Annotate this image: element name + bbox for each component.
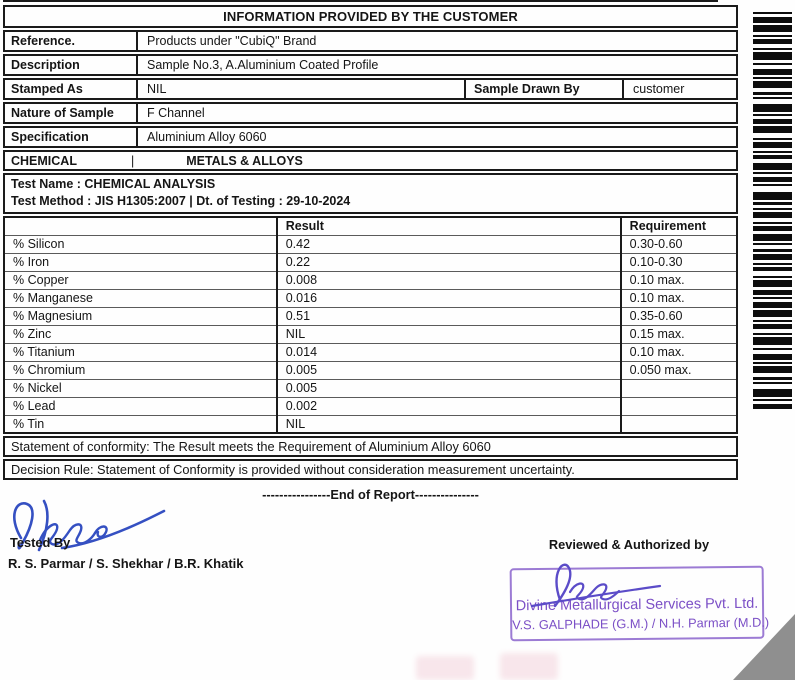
barcode-bar bbox=[753, 155, 792, 159]
requirement-value: 0.35-0.60 bbox=[621, 307, 737, 325]
result-value: 0.42 bbox=[277, 235, 621, 253]
tested-by-label: Tested By bbox=[10, 535, 71, 550]
element-name: % Iron bbox=[4, 253, 277, 271]
requirement-value: 0.10 max. bbox=[621, 343, 737, 361]
description-label: Description bbox=[5, 56, 138, 74]
barcode-bar bbox=[753, 362, 792, 364]
result-row bbox=[4, 271, 737, 289]
result-value: 0.016 bbox=[277, 289, 621, 307]
barcode-bar bbox=[753, 222, 792, 224]
barcode-bar bbox=[753, 320, 792, 322]
barcode-bar bbox=[753, 77, 792, 79]
barcode-bar bbox=[753, 243, 792, 245]
stamp-company-name: Divine Metallurgical Services Pvt. Ltd. bbox=[515, 595, 759, 615]
requirement-value: 0.10-0.30 bbox=[621, 253, 737, 271]
result-row bbox=[4, 289, 737, 307]
barcode-bar bbox=[753, 126, 792, 133]
barcode-bar bbox=[753, 263, 792, 265]
info-table-title: INFORMATION PROVIDED BY THE CUSTOMER bbox=[3, 5, 738, 28]
barcode-bar bbox=[753, 404, 792, 409]
barcode-bar bbox=[753, 12, 792, 14]
section-category: CHEMICAL bbox=[11, 153, 77, 168]
barcode-bar bbox=[753, 69, 792, 75]
barcode-bar bbox=[753, 48, 792, 50]
barcode-bar bbox=[753, 382, 792, 384]
result-value: 0.008 bbox=[277, 271, 621, 289]
barcode-bar bbox=[753, 354, 792, 360]
sample-drawn-by-value: customer bbox=[633, 82, 685, 96]
section-group: METALS & ALLOYS bbox=[186, 153, 303, 168]
result-row bbox=[4, 361, 737, 379]
element-name: % Nickel bbox=[4, 379, 277, 397]
element-name: % Zinc bbox=[4, 325, 277, 343]
barcode-bar bbox=[753, 172, 792, 174]
nature-of-sample-value: F Channel bbox=[147, 106, 205, 120]
barcode-bar bbox=[753, 202, 792, 205]
barcode bbox=[753, 12, 792, 414]
barcode-bar bbox=[753, 297, 792, 299]
barcode-bar bbox=[753, 302, 792, 308]
barcode-bar bbox=[753, 63, 792, 65]
element-name: % Magnesium bbox=[4, 307, 277, 325]
sample-drawn-by-label: Sample Drawn By bbox=[464, 80, 624, 98]
requirement-column-header: Requirement bbox=[621, 217, 737, 235]
barcode-bar bbox=[753, 192, 792, 200]
barcode-bar bbox=[753, 104, 792, 112]
barcode-bar bbox=[753, 35, 792, 37]
ink-smudge bbox=[416, 656, 474, 680]
barcode-bar bbox=[753, 25, 792, 32]
section-header bbox=[3, 150, 738, 171]
requirement-value: 0.10 max. bbox=[621, 289, 737, 307]
result-column-header: Result bbox=[277, 217, 621, 235]
element-name: % Silicon bbox=[4, 235, 277, 253]
barcode-bar bbox=[753, 226, 792, 231]
reference-value: Products under "CubiQ" Brand bbox=[147, 34, 317, 48]
barcode-bar bbox=[753, 142, 792, 148]
info-row-description bbox=[3, 54, 738, 76]
requirement-value: 0.050 max. bbox=[621, 361, 737, 379]
barcode-bar bbox=[753, 290, 792, 295]
result-value: NIL bbox=[277, 325, 621, 343]
requirement-value bbox=[621, 415, 737, 433]
barcode-bar bbox=[753, 17, 792, 23]
reference-label: Reference. bbox=[5, 32, 138, 50]
specification-label: Specification bbox=[5, 128, 138, 146]
barcode-bar bbox=[753, 234, 792, 241]
results-table bbox=[3, 216, 738, 434]
element-name: % Titanium bbox=[4, 343, 277, 361]
result-row bbox=[4, 397, 737, 415]
info-row-specification bbox=[3, 126, 738, 148]
barcode-bar bbox=[753, 333, 792, 335]
barcode-bar bbox=[753, 92, 792, 95]
barcode-bar bbox=[753, 399, 792, 401]
barcode-bar bbox=[753, 138, 792, 140]
result-value: 0.51 bbox=[277, 307, 621, 325]
barcode-bar bbox=[753, 212, 792, 218]
element-name: % Lead bbox=[4, 397, 277, 415]
barcode-bar bbox=[753, 163, 792, 170]
stamp-signatories: V.S. GALPHADE (G.M.) / N.H. Parmar (M.D.) bbox=[512, 614, 770, 633]
test-name: Test Name : CHEMICAL ANALYSIS bbox=[11, 177, 216, 191]
ink-smudge bbox=[500, 653, 558, 680]
barcode-bar bbox=[753, 267, 792, 271]
barcode-bar bbox=[753, 249, 792, 252]
barcode-bar bbox=[753, 366, 792, 373]
barcode-bar bbox=[753, 39, 792, 44]
section-divider: | bbox=[130, 153, 135, 168]
decision-rule: Decision Rule: Statement of Conformity is provided without consideration measurement uncertainty. bbox=[3, 459, 738, 480]
element-name: % Chromium bbox=[4, 361, 277, 379]
result-value: 0.005 bbox=[277, 361, 621, 379]
barcode-bar bbox=[753, 389, 792, 397]
result-value: 0.22 bbox=[277, 253, 621, 271]
cropped-table-edge bbox=[3, 0, 718, 2]
result-row bbox=[4, 307, 737, 325]
specification-value: Aluminium Alloy 6060 bbox=[147, 130, 267, 144]
requirement-value bbox=[621, 379, 737, 397]
result-row bbox=[4, 253, 737, 271]
tested-by-names: R. S. Parmar / S. Shekhar / B.R. Khatik bbox=[8, 556, 244, 571]
requirement-value: 0.30-0.60 bbox=[621, 235, 737, 253]
results-header-row bbox=[4, 217, 737, 235]
barcode-bar bbox=[753, 177, 792, 182]
result-value: 0.002 bbox=[277, 397, 621, 415]
end-of-report: ----------------End of Report--------------- bbox=[262, 487, 479, 502]
barcode-bar bbox=[753, 254, 792, 260]
barcode-bar bbox=[753, 81, 792, 88]
barcode-bar bbox=[753, 337, 792, 345]
element-name: % Manganese bbox=[4, 289, 277, 307]
element-name: % Copper bbox=[4, 271, 277, 289]
authorizer-signature bbox=[522, 556, 672, 616]
element-column-header bbox=[4, 217, 277, 235]
nature-of-sample-label: Nature of Sample bbox=[5, 104, 138, 122]
description-value: Sample No.3, A.Aluminium Coated Profile bbox=[147, 58, 379, 72]
result-value: 0.005 bbox=[277, 379, 621, 397]
info-row-stamped-as bbox=[3, 78, 738, 100]
result-row bbox=[4, 235, 737, 253]
barcode-bar bbox=[753, 119, 792, 124]
report-body bbox=[3, 5, 738, 502]
barcode-bar bbox=[753, 324, 792, 329]
stamped-as-label: Stamped As bbox=[5, 80, 138, 98]
barcode-bar bbox=[753, 280, 792, 287]
barcode-bar bbox=[753, 276, 792, 278]
requirement-value: 0.10 max. bbox=[621, 271, 737, 289]
info-row-reference bbox=[3, 30, 738, 52]
barcode-bar bbox=[753, 184, 792, 186]
result-value: NIL bbox=[277, 415, 621, 433]
test-info-box bbox=[3, 173, 738, 214]
requirement-value: 0.15 max. bbox=[621, 325, 737, 343]
element-name: % Tin bbox=[4, 415, 277, 433]
result-value: 0.014 bbox=[277, 343, 621, 361]
barcode-bar bbox=[753, 151, 792, 153]
reviewed-authorized-label: Reviewed & Authorized by bbox=[548, 537, 710, 552]
barcode-bar bbox=[753, 114, 792, 116]
barcode-bar bbox=[753, 348, 792, 350]
result-row bbox=[4, 325, 737, 343]
info-row-nature-of-sample bbox=[3, 102, 738, 124]
test-method: Test Method : JIS H1305:2007 | Dt. of Testing : 29-10-2024 bbox=[11, 194, 351, 208]
stamped-as-value: NIL bbox=[147, 82, 167, 96]
requirement-value bbox=[621, 397, 737, 415]
barcode-bar bbox=[753, 377, 792, 380]
results-table-body bbox=[4, 235, 737, 433]
result-row bbox=[4, 379, 737, 397]
result-row bbox=[4, 343, 737, 361]
barcode-bar bbox=[753, 52, 792, 60]
barcode-bar bbox=[753, 310, 792, 317]
barcode-bar bbox=[753, 208, 792, 210]
statement-of-conformity: Statement of conformity: The Result meets the Requirement of Aluminium Alloy 6060 bbox=[3, 436, 738, 457]
barcode-bar bbox=[753, 97, 792, 99]
result-row bbox=[4, 415, 737, 433]
